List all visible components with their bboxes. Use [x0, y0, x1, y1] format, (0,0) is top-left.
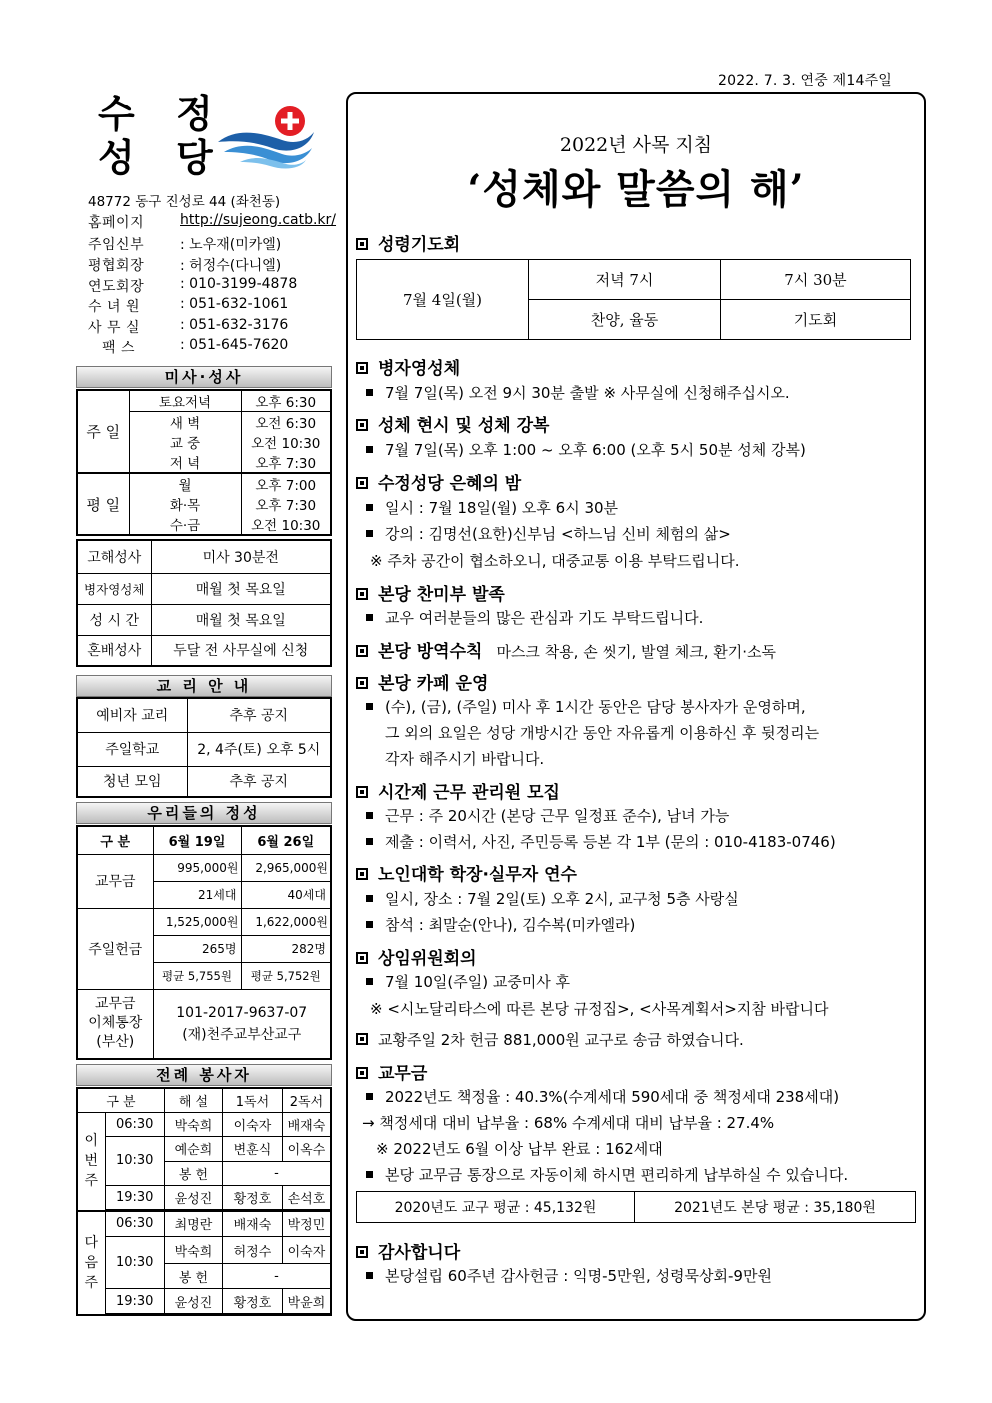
list-item: [366, 696, 806, 717]
offering-cell: 995,000원: [153, 854, 241, 881]
bullet-icon: [366, 504, 373, 511]
section-text: 교황주일 2차 헌금 881,000원 교구로 송금 하였습니다.: [378, 1031, 744, 1049]
mass-day: 교 중: [129, 432, 241, 452]
gyomu-label: 교무금: [77, 854, 153, 908]
server-name: 허정수: [222, 1237, 282, 1264]
pastoral-plan-title: 2022년 사목 지침: [559, 134, 713, 156]
list-item: [366, 523, 731, 544]
info-value: : 051-632-3176: [180, 317, 289, 333]
sacrament-value: 매월 첫 목요일: [151, 573, 331, 604]
list-item-text: 본당설립 60주년 감사헌금 : 익명-5만원, 성령묵상회-9만원: [385, 1267, 772, 1285]
section-square-icon: [356, 238, 368, 250]
offering-cell: 평균 5,752원: [241, 962, 331, 989]
info-value: : 010-3199-4878: [180, 276, 298, 292]
section-square-icon: [356, 645, 368, 657]
mass-day: 토요저녁: [129, 390, 241, 412]
server-name: 배재숙: [222, 1211, 282, 1237]
list-item: [366, 1086, 839, 1107]
mass-time: 오후 7:00: [241, 473, 331, 494]
sacrament-label: 성 시 간: [77, 604, 151, 635]
list-item: [366, 497, 618, 518]
section-gyomu: [356, 1059, 427, 1084]
church-logo: [216, 104, 316, 170]
bullet-icon: [366, 1171, 373, 1178]
server-name: 변훈식: [222, 1136, 282, 1161]
list-item-text: 강의 : 김명선(요한)신부님 <하느님 신비 체험의 삶>: [385, 525, 731, 543]
doctrine-value: 2, 4주(토) 오후 5시: [187, 732, 331, 766]
server-name: 최명란: [164, 1211, 222, 1237]
server-name: 이옥수: [282, 1136, 331, 1161]
server-time: 06:30: [105, 1112, 164, 1136]
list-item: [366, 1265, 772, 1286]
server-name: 황정호: [222, 1185, 282, 1209]
list-item-text: 일시 : 7월 18일(월) 오후 6시 30분: [385, 499, 619, 517]
section-square-icon: [356, 677, 368, 689]
prayer-cell: 기도회: [721, 300, 911, 340]
list-item-text: 본당 교무금 통장으로 자동이체 하시면 편리하게 납부하실 수 있습니다.: [385, 1166, 849, 1184]
section-square-icon: [356, 477, 368, 489]
info-label: 홈페이지: [88, 215, 145, 231]
list-item-text: 7월 7일(목) 오전 9시 30분 출발 ※ 사무실에 신청해주십시오.: [385, 384, 790, 402]
mass-time: 오전 10:30: [241, 432, 331, 452]
church-name-line1: 수 정: [98, 91, 227, 136]
account-number: 101-2017-9637-07: [176, 1004, 308, 1021]
mass-time: 오전 6:30: [241, 412, 331, 433]
section-square-icon: [356, 1067, 368, 1079]
info-label: 사 무 실: [88, 320, 140, 336]
section-quarantine: [356, 637, 776, 662]
offering-table: [76, 825, 332, 1060]
server-name: 윤성진: [164, 1185, 222, 1209]
mass-day: 월: [129, 473, 241, 494]
list-item: [366, 439, 806, 460]
section-square-icon: [356, 786, 368, 798]
this-week-label: [77, 1112, 105, 1211]
info-label: 팩 스: [102, 340, 135, 356]
list-item-text: 일시, 장소 : 7월 2일(토) 오후 2시, 교구청 5층 사랑실: [385, 890, 739, 908]
homepage-link[interactable]: http://sujeong.catb.kr/: [180, 212, 337, 228]
average-cell: 2021년도 본당 평균 : 35,180원: [635, 1192, 916, 1223]
servers-header: 구 분: [77, 1088, 164, 1112]
bulletin-date: 2022. 7. 3. 연중 제14주일: [718, 73, 893, 89]
doctrine-label: 청년 모임: [77, 766, 187, 797]
sacrament-table: [76, 539, 332, 667]
bullet-icon: [366, 812, 373, 819]
section-choir: [356, 580, 505, 605]
offering-cell: 2,965,000원: [241, 854, 331, 881]
section-square-icon: [356, 419, 368, 431]
list-item: [366, 831, 836, 852]
section-title: 수정성당 은혜의 밤: [378, 474, 522, 494]
list-item-continued: → 책정세대 대비 납부율 : 68% 수계세대 대비 납부율 : 27.4%: [362, 1114, 775, 1132]
prayer-cell: 저녁 7시: [529, 260, 721, 300]
bullet-icon: [366, 838, 373, 845]
mass-day: 저 녁: [129, 452, 241, 473]
section-title: 교무금: [378, 1064, 428, 1084]
section-title: 시간제 근무 관리원 모집: [378, 783, 560, 803]
account-holder: (재)천주교부산교구: [182, 1026, 302, 1043]
mass-day: 화·목: [129, 494, 241, 514]
heongeum-label: 주일헌금: [77, 908, 153, 989]
bullet-icon: [366, 921, 373, 928]
offering-cell: 1,622,000원: [241, 908, 331, 935]
list-item: [366, 971, 570, 992]
mass-day: 수·금: [129, 514, 241, 535]
section-adoration: [356, 411, 549, 436]
section-title: 본당 방역수칙: [378, 642, 483, 662]
servers-header: 1독서: [222, 1088, 282, 1112]
server-name: 손석호: [282, 1185, 331, 1209]
section-title: 병자영성체: [378, 359, 461, 379]
list-item-continued: 그 외의 요일은 성당 개방시간 동안 자유롭게 이용하신 후 뒷정리는: [385, 724, 820, 742]
section-title: 감사합니다: [378, 1243, 461, 1263]
server-name: 이숙자: [282, 1237, 331, 1264]
doctrine-value: 추후 공지: [187, 698, 331, 732]
offering-header: 6월 19일: [153, 826, 241, 854]
doctrine-section-title: 교 리 안 내: [76, 675, 332, 697]
server-name: 박숙희: [164, 1112, 222, 1136]
church-name-line2: 성 당: [98, 135, 227, 180]
list-item: [366, 914, 635, 935]
offering-cell: 265명: [153, 935, 241, 962]
mass-time: 오후 7:30: [241, 494, 331, 514]
list-item: [366, 888, 739, 909]
server-offertory-label: 봉 헌: [164, 1161, 222, 1185]
server-name: 박윤희: [282, 1289, 331, 1314]
average-cell: 2020년도 교구 평균 : 45,132원: [357, 1192, 635, 1223]
info-value: : 허정수(다니엘): [180, 258, 282, 274]
mass-schedule-table: [76, 389, 332, 536]
server-name: 이숙자: [222, 1112, 282, 1136]
church-address: 48772 동구 진성로 44 (좌천동): [88, 194, 281, 210]
server-offertory-label: 봉 헌: [164, 1264, 222, 1289]
info-value: : 노우재(미카엘): [180, 237, 282, 253]
section-square-icon: [356, 868, 368, 880]
server-name: 예순희: [164, 1136, 222, 1161]
this-week-label-text: 이번주: [84, 1133, 99, 1189]
offering-cell: 282명: [241, 935, 331, 962]
mass-time: 오전 10:30: [241, 514, 331, 535]
prayer-meeting-table: [356, 259, 911, 340]
bullet-icon: [366, 530, 373, 537]
prayer-cell: 7시 30분: [721, 260, 911, 300]
bullet-icon: [366, 703, 373, 710]
bullet-icon: [366, 978, 373, 985]
note-text: ※ <시노달리타스에 따른 본당 규정집>, <사목계획서>지참 바랍니다: [370, 1000, 829, 1018]
server-time: 10:30: [105, 1237, 164, 1289]
section-square-icon: [356, 1033, 368, 1045]
section-square-icon: [356, 1246, 368, 1258]
section-senior-college: [356, 860, 577, 885]
offering-cell: 1,525,000원: [153, 908, 241, 935]
list-item-text: 2022년도 책정율 : 40.3%(수계세대 590세대 중 책정세대 238세대): [385, 1088, 840, 1106]
pastoral-plan-main: ‘성체와 말씀의 해’: [467, 166, 805, 213]
bullet-icon: [366, 895, 373, 902]
servers-table: [76, 1087, 332, 1316]
section-sick-communion: [356, 354, 460, 379]
info-label: 연도회장: [88, 279, 145, 295]
mass-day: 새 벽: [129, 412, 241, 433]
next-week-label: [77, 1211, 105, 1316]
list-item: [366, 607, 703, 628]
sacrament-value: 미사 30분전: [151, 540, 331, 573]
sacrament-value: 매월 첫 목요일: [151, 604, 331, 635]
section-title: 본당 찬미부 발족: [378, 585, 505, 605]
doctrine-label: 주일학교: [77, 732, 187, 766]
section-papal-collection: [356, 1029, 744, 1050]
sacrament-label: 혼배성사: [77, 635, 151, 666]
offering-header: 구 분: [77, 826, 153, 854]
mass-time: 오후 6:30: [241, 390, 331, 412]
section-square-icon: [356, 952, 368, 964]
offering-section-title: 우리들의 정성: [76, 802, 332, 824]
offering-cell: 40세대: [241, 881, 331, 908]
account-label-line: (부산): [96, 1034, 135, 1051]
section-square-icon: [356, 588, 368, 600]
server-name: 윤성진: [164, 1289, 222, 1314]
server-time: 19:30: [105, 1289, 164, 1314]
section-title: 상임위원회의: [378, 949, 477, 969]
section-title: 성령기도회: [378, 235, 461, 255]
doctrine-value: 추후 공지: [187, 766, 331, 797]
section-title: 본당 카페 운영: [378, 674, 489, 694]
sacrament-value: 두달 전 사무실에 신청: [151, 635, 331, 666]
account-label: [77, 989, 153, 1059]
server-offertory: -: [222, 1161, 331, 1185]
server-name: 박숙희: [164, 1237, 222, 1264]
section-grace-night: [356, 469, 521, 494]
bullet-icon: [366, 1272, 373, 1279]
server-time: 06:30: [105, 1211, 164, 1237]
list-item-text: 참석 : 최말순(안나), 김수복(미카엘라): [385, 916, 636, 934]
doctrine-table: [76, 697, 332, 798]
gyomu-average-table: [356, 1191, 916, 1223]
list-item-text: 교우 여러분들의 많은 관심과 기도 부탁드립니다.: [385, 609, 704, 627]
servers-section-title: 전례 봉사자: [76, 1064, 332, 1086]
sacrament-label: 고해성사: [77, 540, 151, 573]
list-item-text: (수), (금), (주일) 미사 후 1시간 동안은 담당 봉사자가 운영하며,: [385, 698, 806, 716]
section-title: 성체 현시 및 성체 강복: [378, 416, 550, 436]
offering-header: 6월 26일: [241, 826, 331, 854]
offering-cell: 21세대: [153, 881, 241, 908]
note-text: ※ 2022년도 6월 이상 납부 완료 : 162세대: [376, 1140, 663, 1158]
list-item-text: 7월 7일(목) 오후 1:00 ~ 오후 6:00 (오후 5시 50분 성체 강복): [385, 441, 806, 459]
list-item: [366, 805, 729, 826]
sacrament-label: 병자영성체: [77, 573, 151, 604]
list-item-text: 제출 : 이력서, 사진, 주민등록 등본 각 1부 (문의 : 010-4183-0746): [385, 833, 836, 851]
list-item: [366, 382, 790, 403]
section-title: 노인대학 학장·실무자 연수: [378, 865, 577, 885]
account-label-line: 교무금: [94, 996, 136, 1013]
info-label: 수 녀 원: [88, 299, 140, 315]
weekday-label: 평 일: [77, 473, 129, 535]
section-cafe: [356, 669, 488, 694]
section-committee: [356, 944, 477, 969]
servers-header: 2독서: [282, 1088, 331, 1112]
mass-time: 오후 7:30: [241, 452, 331, 473]
info-value: : 051-632-1061: [180, 296, 289, 312]
bullet-icon: [366, 614, 373, 621]
server-name: 배재숙: [282, 1112, 331, 1136]
server-time: 19:30: [105, 1185, 164, 1209]
next-week-label-text: 다음주: [84, 1234, 99, 1291]
account-info: [153, 989, 331, 1059]
info-value: : 051-645-7620: [180, 337, 289, 353]
section-recruit: [356, 778, 560, 803]
offering-cell: 평균 5,755원: [153, 962, 241, 989]
info-label: 평협회장: [88, 258, 145, 274]
bullet-icon: [366, 446, 373, 453]
section-extra-text: 마스크 착용, 손 씻기, 발열 체크, 환기·소독: [496, 643, 776, 661]
server-name: 황정호: [222, 1289, 282, 1314]
mass-section-title: 미사·성사: [76, 366, 332, 388]
section-prayer-meeting: [356, 230, 460, 255]
info-label: 주임신부: [88, 237, 145, 253]
account-label-line: 이체통장: [88, 1015, 143, 1032]
list-item-text: 근무 : 주 20시간 (본당 근무 일정표 준수), 남녀 가능: [385, 807, 730, 825]
server-name: 박정민: [282, 1211, 331, 1237]
note-text: ※ 주차 공간이 협소하오니, 대중교통 이용 부탁드립니다.: [370, 552, 740, 570]
prayer-date: 7월 4일(월): [357, 260, 529, 340]
section-thanks: [356, 1238, 460, 1263]
list-item-continued: 각자 해주시기 바랍니다.: [385, 750, 545, 768]
bullet-icon: [366, 389, 373, 396]
section-square-icon: [356, 362, 368, 374]
church-name: [98, 92, 227, 180]
prayer-cell: 찬양, 율동: [529, 300, 721, 340]
bullet-icon: [366, 1093, 373, 1100]
server-time: 10:30: [105, 1136, 164, 1185]
server-offertory: -: [222, 1264, 331, 1289]
sunday-label: 주 일: [77, 390, 129, 473]
list-item-text: 7월 10일(주일) 교중미사 후: [385, 973, 571, 991]
doctrine-label: 예비자 교리: [77, 698, 187, 732]
servers-header: 해 설: [164, 1088, 222, 1112]
list-item: [366, 1164, 848, 1185]
